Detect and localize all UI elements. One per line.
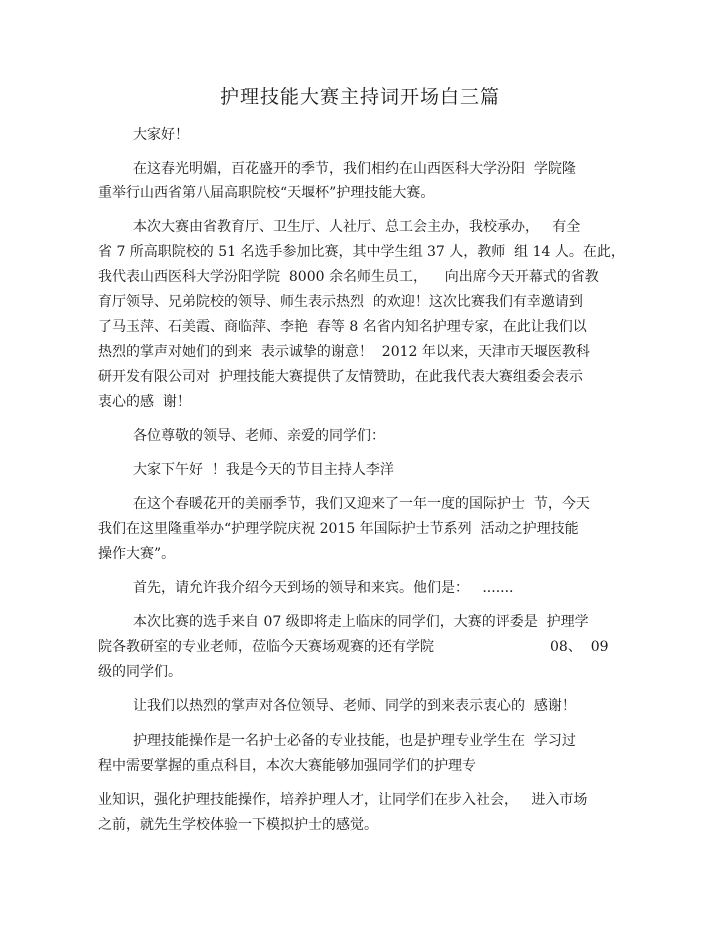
paragraph-line: 本次比赛的选手来自 07 级即将走上临床的同学们，大赛的评委是 护理学: [133, 614, 589, 630]
paragraph-line: 之前，就先生学校体验一下模拟护士的感觉。: [98, 817, 378, 833]
paragraph-line: 在这春光明媚，百花盛开的季节，我们相约在山西医科大学汾阳 学院隆: [133, 161, 576, 177]
document-title: 护理技能大赛主持词开场白三篇: [219, 86, 500, 108]
paragraph-line: 研开发有限公司对 护理技能大赛提供了友情赞助，在此我代表大赛组委会表示: [98, 369, 583, 385]
paragraph-line: 程中需要掌握的重点科目，本次大赛能够加强同学们的护理专: [98, 758, 476, 774]
paragraph-line: 首先，请允许我介绍今天到场的领导和来宾。他们是： .......: [133, 580, 514, 596]
paragraph-line: 了马玉萍、石美霞、商临萍、李艳 春等 8 名省内知名护理专家，在此让我们以: [98, 319, 587, 335]
paragraph-line: 重举行山西省第八届高职院校“天堰杯”护理技能大赛。: [98, 185, 435, 201]
paragraph-line: 大家下午好 ！我是今天的节目主持人李洋: [133, 462, 394, 478]
paragraph-line: 热烈的掌声对她们的到来 表示诚挚的谢意！ 2012 年以来，天津市天堰医教科: [98, 344, 590, 360]
paragraph-line: 操作大赛”。: [98, 546, 176, 562]
paragraph-line: 院各教研室的专业老师，莅临今天赛场观赛的还有学院: [98, 639, 434, 655]
paragraph-line: 护理技能操作是一名护士必备的专业技能，也是护理专业学生在 学习过: [133, 733, 576, 749]
paragraph-line: 级的同学们。: [98, 664, 182, 680]
paragraph-line: 业知识，强化护理技能操作，培养护理人才，让同学们在步入社会， 进入市场: [98, 792, 588, 808]
paragraph-line: 衷心的感 谢！: [98, 394, 191, 410]
paragraph-line: 我代表山西医科大学汾阳学院 8000 余名师生员工， 向出席今天开幕式的省教: [98, 269, 599, 285]
greeting-line: 大家好！: [133, 127, 189, 143]
paragraph-line: 在这个春暖花开的美丽季节，我们又迎来了一年一度的国际护士 节，今天: [133, 496, 590, 512]
paragraph-line: 育厅领导、兄弟院校的领导、师生表示热烈 的欢迎！这次比赛我们有幸邀请到: [98, 294, 583, 310]
paragraph-line: 我们在这里隆重举办“护理学院庆祝 2015 年国际护士节系列 活动之护理技能: [98, 521, 579, 537]
paragraph-line-fragment: 08、 09: [550, 639, 609, 655]
paragraph-line: 省 7 所高职院校的 51 名选手参加比赛，其中学生组 37 人，教师 组 14 人。在此，: [98, 244, 625, 260]
paragraph-line: 本次大赛由省教育厅、卫生厅、人社厅、总工会主办，我校承办， 有全: [133, 219, 581, 235]
paragraph-line: 各位尊敬的领导、老师、亲爱的同学们：: [133, 428, 385, 444]
paragraph-line: 让我们以热烈的掌声对各位领导、老师、同学的到来表示衷心的 感谢！: [133, 698, 576, 714]
